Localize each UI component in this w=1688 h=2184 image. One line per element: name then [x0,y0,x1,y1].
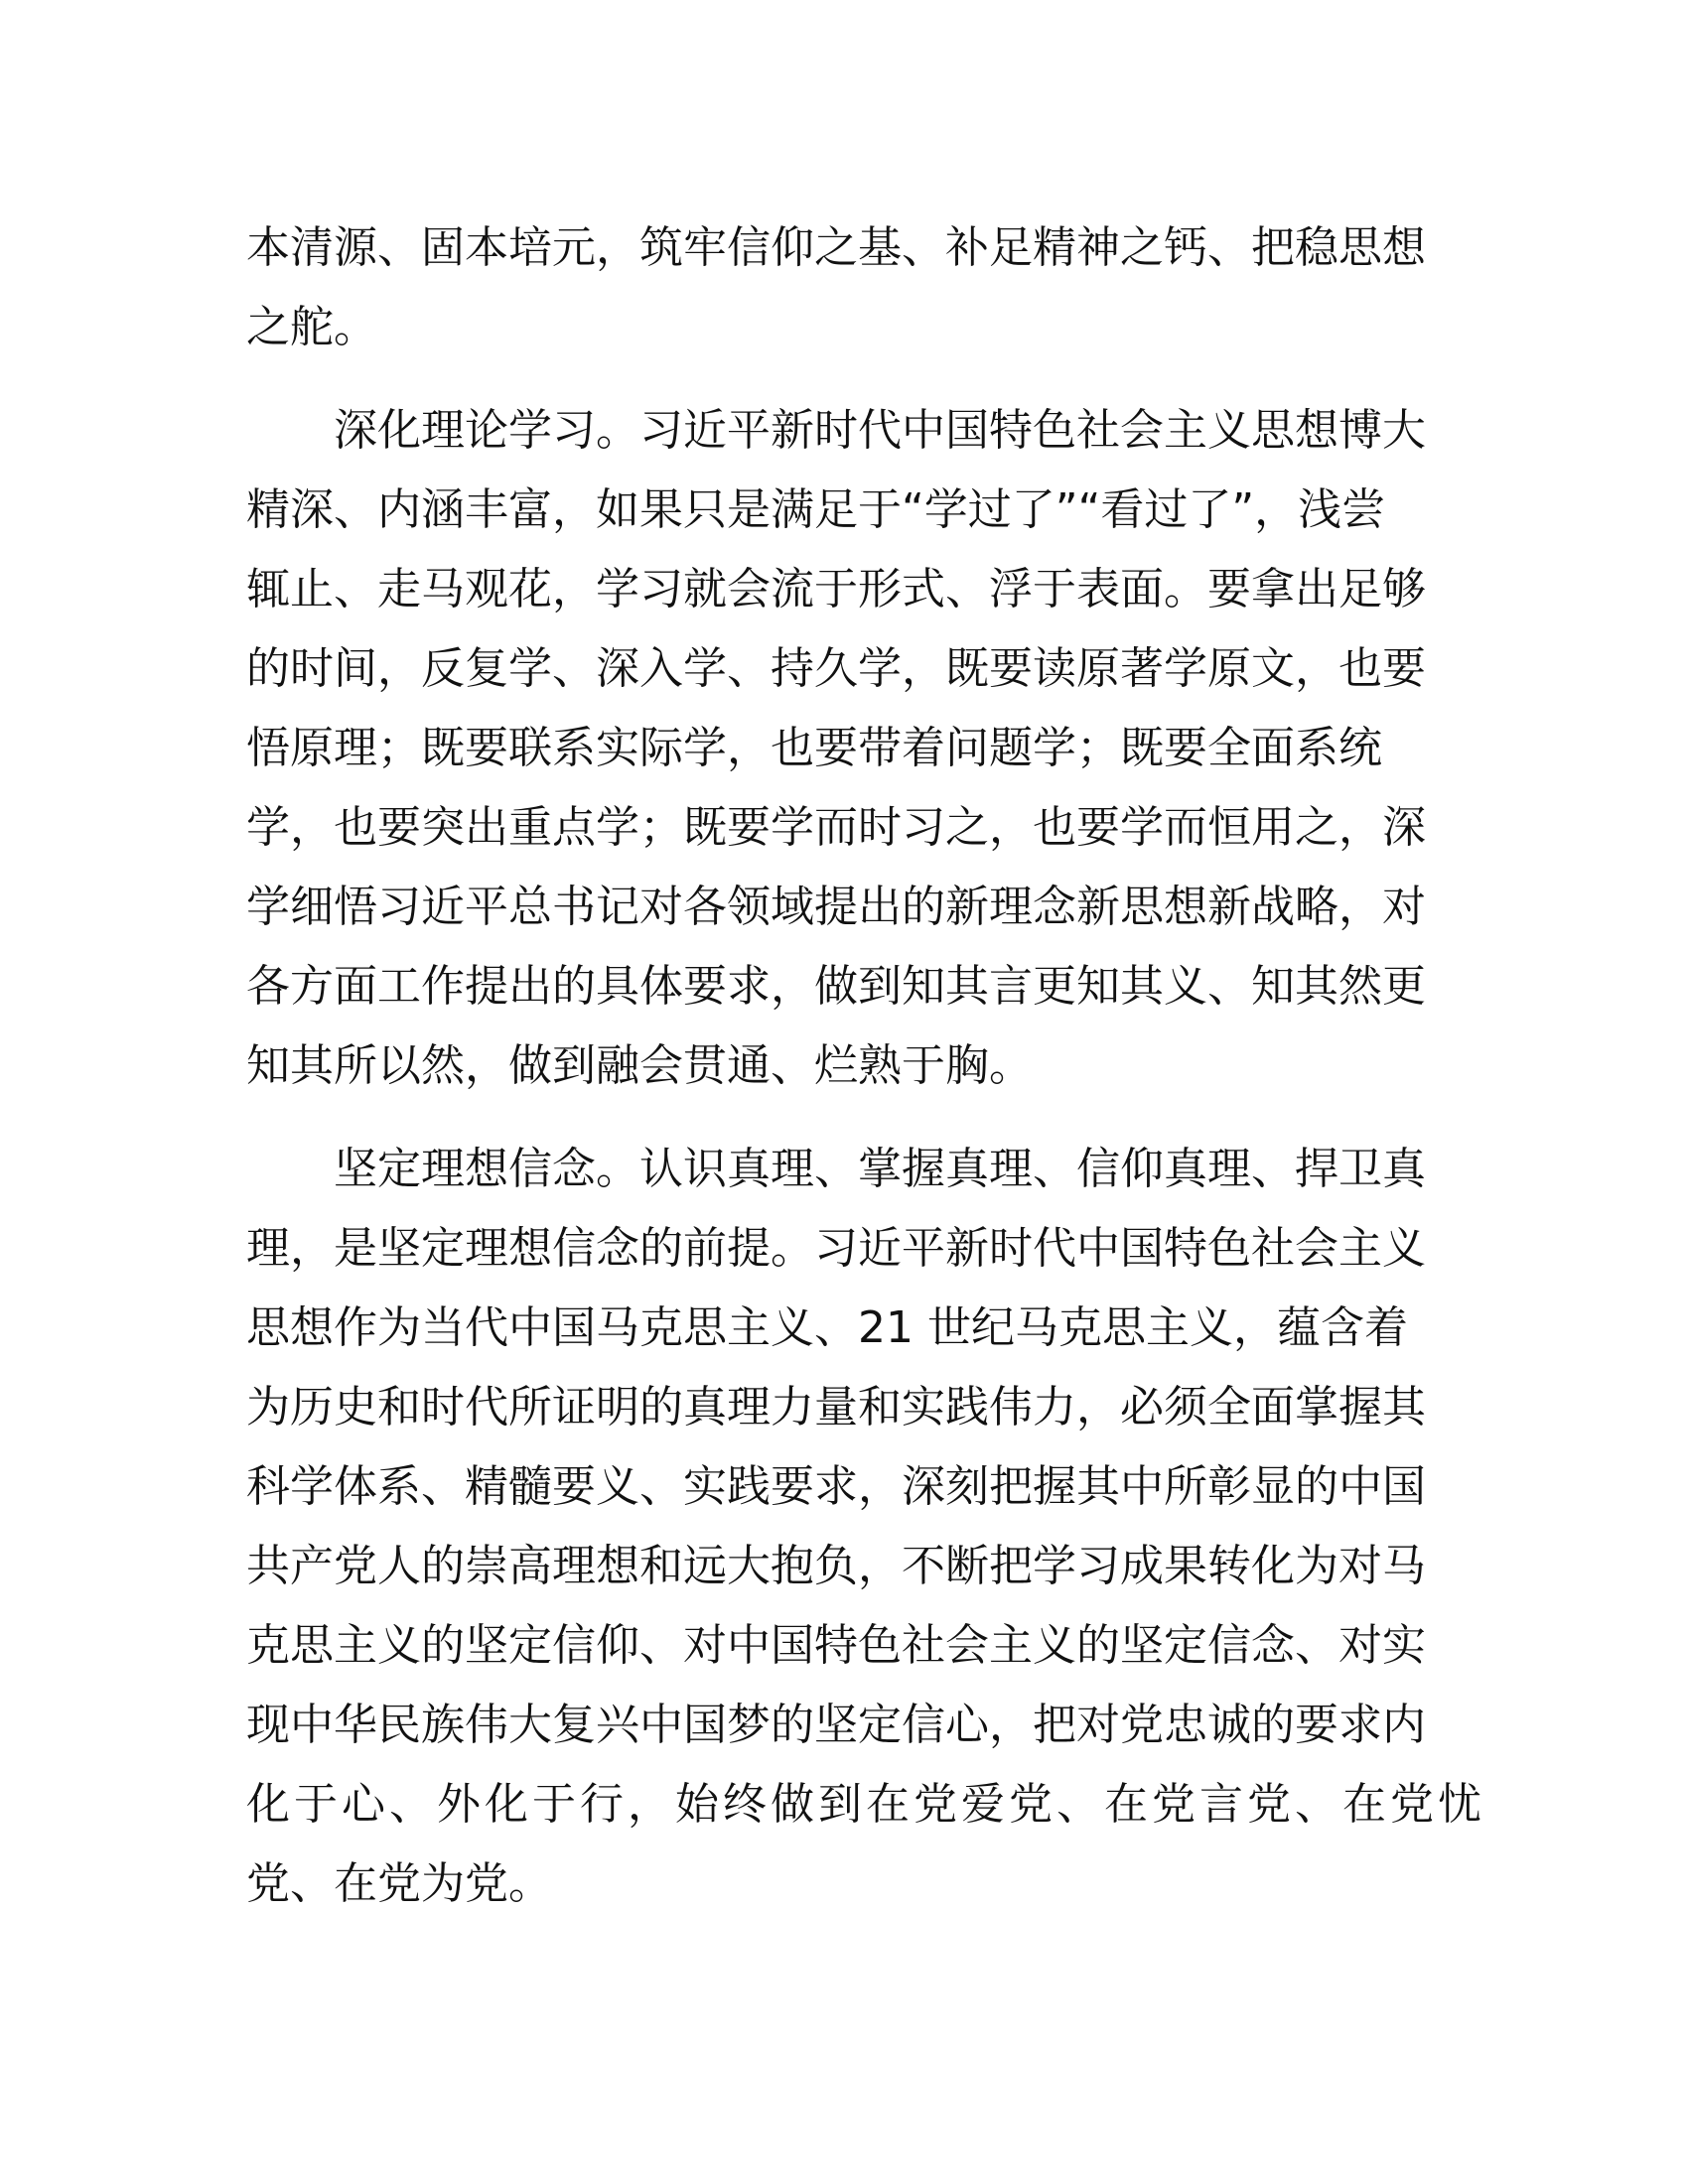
text-line: 理，是坚定理想信念的前提。习近平新时代中国特色社会主义 [246,1223,1426,1274]
text-line: 精深、内涵丰富，如果只是满足于“学过了”“看过了”，浅尝 [246,484,1386,535]
paragraph-theory-study [246,391,1438,1106]
text-line: 思想作为当代中国马克思主义、21 世纪马克思主义，蕴含着 [246,1302,1408,1353]
text-line: 化于心、外化于行，始终做到在党爱党、在党言党、在党忧 [246,1779,1485,1830]
text-line: 学，也要突出重点学；既要学而时习之，也要学而恒用之，深 [246,802,1426,853]
text-line: 学细悟习近平总书记对各领域提出的新理念新思想新战略，对 [246,882,1426,932]
document-body [246,208,1485,1924]
paragraph-ideals-beliefs [246,1130,1485,1924]
text-line: 深化理论学习。习近平新时代中国特色社会主义思想博大 [334,405,1426,456]
text-line: 悟原理；既要联系实际学，也要带着问题学；既要全面系统 [246,723,1382,773]
text-line: 辄止、走马观花，学习就会流于形式、浮于表面。要拿出足够 [246,564,1426,614]
text-line: 党、在党为党。 [246,1858,552,1909]
text-line: 共产党人的崇高理想和远大抱负，不断把学习成果转化为对马 [246,1541,1426,1591]
paragraph-continuation [246,208,1438,367]
text-line: 为历史和时代所证明的真理力量和实践伟力，必须全面掌握其 [246,1382,1426,1433]
text-line: 各方面工作提出的具体要求，做到知其言更知其义、知其然更 [246,961,1426,1012]
text-line: 坚定理想信念。认识真理、掌握真理、信仰真理、捍卫真 [334,1144,1426,1194]
text-line: 本清源、固本培元，筑牢信仰之基、补足精神之钙、把稳思想 [246,222,1426,273]
text-line: 之舵。 [246,302,377,352]
text-line: 现中华民族伟大复兴中国梦的坚定信心，把对党忠诚的要求内 [246,1700,1426,1750]
text-line: 的时间，反复学、深入学、持久学，既要读原著学原文，也要 [246,643,1426,694]
text-line: 科学体系、精髓要义、实践要求，深刻把握其中所彰显的中国 [246,1461,1426,1512]
text-line: 知其所以然，做到融会贯通、烂熟于胸。 [246,1040,1033,1091]
text-line: 克思主义的坚定信仰、对中国特色社会主义的坚定信念、对实 [246,1620,1426,1671]
